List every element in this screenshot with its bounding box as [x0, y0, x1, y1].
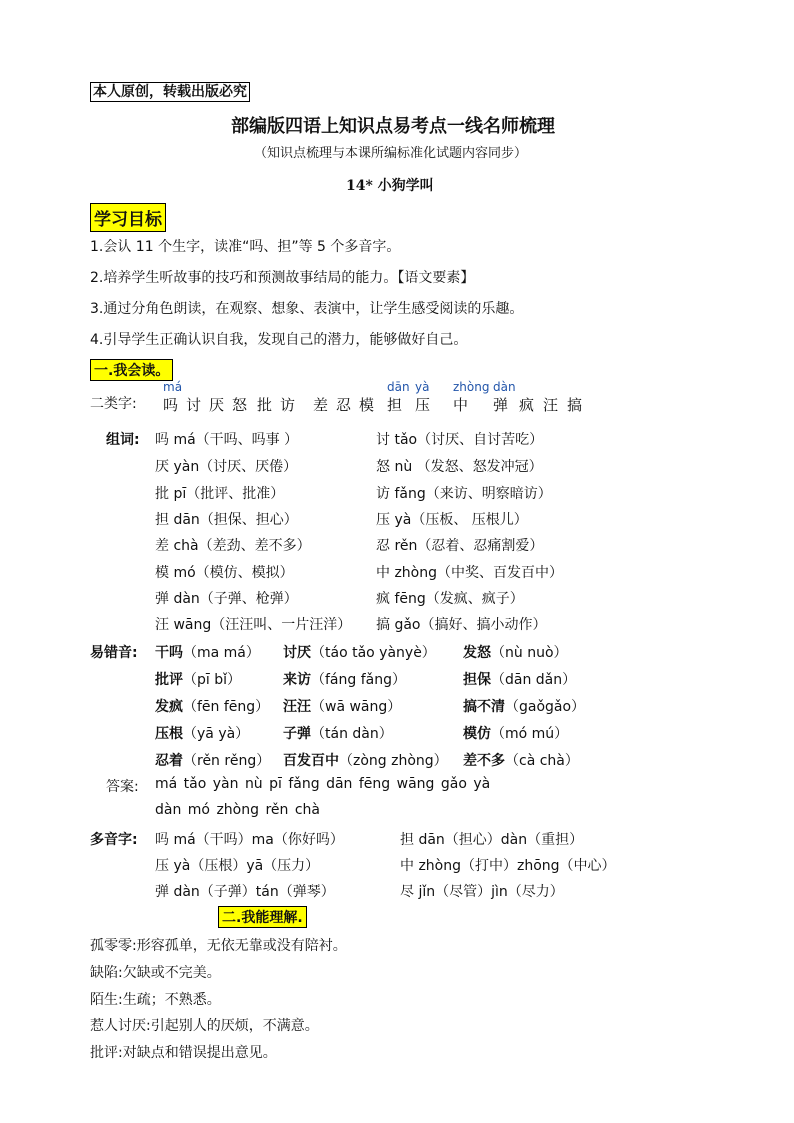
character: 担 — [387, 396, 403, 414]
pinyin-annotation — [336, 380, 351, 394]
error-pinyin-options: （gaǒgǎo） — [505, 699, 586, 715]
character: 弹 — [493, 396, 509, 414]
error-pinyin-options: （fáng fǎng） — [311, 672, 406, 688]
words-label: 组词: — [106, 432, 140, 448]
character: 差 — [313, 396, 329, 414]
section1-heading: 一.我会读。 — [90, 359, 173, 381]
pinyin-annotation — [280, 380, 295, 394]
answer-line: má tǎo yàn nù pī fǎng dān fēng wāng gǎo yà — [155, 776, 491, 792]
word-item: 压 yà（压板、 压根儿） — [376, 512, 528, 528]
pinyin-annotation — [567, 380, 582, 394]
error-word: 搞不清 — [463, 699, 505, 715]
character: 吗 — [163, 396, 179, 414]
character: 访 — [280, 396, 296, 414]
definition-item: 惹人讨厌:引起别人的厌烦，不满意。 — [90, 1018, 319, 1034]
errors-label: 易错音: — [90, 645, 138, 661]
character-item — [186, 380, 201, 415]
word-item: 担 dān（担保、担心） — [155, 512, 298, 528]
page-subtitle: （知识点梳理与本课所编标准化试题内容同步） — [254, 146, 528, 161]
character-item — [280, 380, 295, 415]
character: 压 — [415, 396, 431, 414]
character-item — [163, 380, 182, 415]
answer-line: dàn mó zhòng rěn chà — [155, 802, 320, 818]
word-item: 吗 má（干吗、吗事 ） — [155, 432, 299, 448]
error-pinyin-options: （yā yà） — [183, 726, 250, 742]
chars-label: 二类字: — [90, 396, 137, 412]
error-pronunciation-item — [155, 642, 260, 662]
error-pronunciation-item — [155, 669, 241, 689]
character-item — [257, 380, 272, 415]
polyphone-item: 尽 jǐn（尽管）jìn（尽力） — [400, 884, 564, 900]
error-word: 百发百中 — [283, 753, 339, 769]
error-pinyin-options: （wā wāng） — [311, 699, 402, 715]
word-item: 搞 gǎo（搞好、搞小动作） — [376, 617, 547, 633]
error-pronunciation-item — [155, 696, 269, 716]
character-item — [543, 380, 558, 415]
error-word: 来访 — [283, 672, 311, 688]
error-pinyin-options: （dān dǎn） — [491, 672, 577, 688]
polyphone-item: 弹 dàn（子弹）tán（弹琴） — [155, 884, 335, 900]
character-item — [336, 380, 351, 415]
error-pronunciation-item — [283, 723, 393, 743]
definition-item: 缺陷:欠缺或不完美。 — [90, 965, 221, 981]
word-item: 访 fǎng（来访、明察暗访） — [376, 486, 552, 502]
pinyin-annotation — [313, 380, 328, 394]
objective-item: 4.引导学生正确认识自我，发现自己的潜力，能够做好自己。 — [90, 332, 468, 348]
word-item: 中 zhòng（中奖、百发百中） — [376, 565, 563, 581]
character-item — [209, 380, 224, 415]
error-word: 担保 — [463, 672, 491, 688]
error-pinyin-options: （mó mú） — [491, 726, 569, 742]
pinyin-annotation — [359, 380, 374, 394]
word-item: 讨 tǎo（讨厌、自讨苦吃） — [376, 432, 544, 448]
error-pinyin-options: （tán dàn） — [311, 726, 393, 742]
word-item: 弹 dàn（子弹、枪弹） — [155, 591, 298, 607]
error-pronunciation-item — [463, 642, 568, 662]
word-item: 疯 fēng（发疯、疯子） — [376, 591, 524, 607]
polyphone-item: 中 zhòng（打中）zhōng（中心） — [400, 858, 616, 874]
character: 疯 — [519, 396, 535, 414]
error-word: 批评 — [155, 672, 183, 688]
pinyin-annotation: zhòng — [453, 380, 490, 394]
error-word: 发疯 — [155, 699, 183, 715]
word-item: 差 chà（差劲、差不多） — [155, 538, 311, 554]
error-word: 忍着 — [155, 753, 183, 769]
pinyin-annotation — [519, 380, 534, 394]
word-item: 忍 rěn（忍着、忍痛割爱） — [376, 538, 544, 554]
character: 汪 — [543, 396, 559, 414]
word-item: 厌 yàn（讨厌、厌倦） — [155, 459, 298, 475]
error-pinyin-options: （táo tǎo yànyè） — [311, 645, 436, 661]
error-pinyin-options: （pī bǐ） — [183, 672, 242, 688]
error-pronunciation-item — [155, 723, 249, 743]
character-item — [453, 380, 489, 415]
character: 批 — [257, 396, 273, 414]
objective-item: 2.培养学生听故事的技巧和预测故事结局的能力。【语文要素】 — [90, 270, 475, 286]
error-pronunciations — [155, 640, 655, 775]
character-item — [359, 380, 374, 415]
error-pinyin-options: （cà chà） — [505, 753, 579, 769]
character-item — [415, 380, 430, 415]
answer-label: 答案: — [106, 779, 139, 795]
definition-item: 孤零零:形容孤单，无依无靠或没有陪衬。 — [90, 938, 347, 954]
pinyin-annotation — [209, 380, 224, 394]
character-item — [567, 380, 582, 415]
character-item — [232, 380, 247, 415]
error-pronunciation-item — [283, 642, 436, 662]
pinyin-annotation: dàn — [493, 380, 516, 394]
error-word: 模仿 — [463, 726, 491, 742]
pinyin-annotation — [543, 380, 558, 394]
error-word: 讨厌 — [283, 645, 311, 661]
pinyin-annotation — [232, 380, 247, 394]
word-item: 汪 wāng（汪汪叫、一片汪洋） — [155, 617, 352, 633]
error-pinyin-options: （fēn fēng） — [183, 699, 270, 715]
character-list — [163, 380, 603, 416]
character: 模 — [359, 396, 375, 414]
error-word: 压根 — [155, 726, 183, 742]
error-pinyin-options: （ma má） — [183, 645, 260, 661]
objective-item: 1.会认 11 个生字，读准“吗、担”等 5 个多音字。 — [90, 239, 401, 255]
section2-heading: 二.我能理解. — [218, 906, 307, 928]
character: 厌 — [209, 396, 225, 414]
objective-item: 3.通过分角色朗读，在观察、想象、表演中，让学生感受阅读的乐趣。 — [90, 301, 524, 317]
pinyin-annotation: yà — [415, 380, 430, 394]
error-word: 发怒 — [463, 645, 491, 661]
pinyin-annotation: má — [163, 380, 183, 394]
character: 忍 — [336, 396, 352, 414]
error-pronunciation-item — [283, 750, 448, 770]
error-word: 差不多 — [463, 753, 505, 769]
polyphone-item: 吗 má（干吗）ma（你好吗） — [155, 832, 344, 848]
objectives-heading: 学习目标 — [90, 203, 166, 232]
character-item — [493, 380, 516, 415]
word-item: 模 mó（模仿、模拟） — [155, 565, 294, 581]
pinyin-annotation — [257, 380, 272, 394]
error-pinyin-options: （zòng zhòng） — [339, 753, 448, 769]
error-pinyin-options: （rěn rěng） — [183, 753, 271, 769]
error-pronunciation-item — [463, 723, 568, 743]
character: 搞 — [567, 396, 583, 414]
character-item — [313, 380, 328, 415]
character: 怒 — [232, 396, 248, 414]
copyright-box: 本人原创，转载出版必究 — [90, 82, 250, 102]
definition-item: 陌生:生疏；不熟悉。 — [90, 992, 221, 1008]
character-item — [387, 380, 410, 415]
polyphone-item: 担 dān（担心）dàn（重担） — [400, 832, 584, 848]
error-pronunciation-item — [463, 696, 585, 716]
error-word: 汪汪 — [283, 699, 311, 715]
polyphone-item: 压 yà（压根）yā（压力） — [155, 858, 320, 874]
polyphone-label: 多音字: — [90, 832, 138, 848]
error-word: 子弹 — [283, 726, 311, 742]
error-word: 干吗 — [155, 645, 183, 661]
page-title: 部编版四语上知识点易考点一线名师梳理 — [231, 116, 555, 137]
definition-item: 批评:对缺点和错误提出意见。 — [90, 1045, 277, 1061]
character: 讨 — [186, 396, 202, 414]
character-item — [519, 380, 534, 415]
pinyin-annotation: dān — [387, 380, 410, 394]
lesson-title: 14* 小狗学叫 — [346, 178, 434, 194]
error-pronunciation-item — [463, 669, 576, 689]
error-pronunciation-item — [155, 750, 270, 770]
pinyin-annotation — [186, 380, 201, 394]
character: 中 — [453, 396, 469, 414]
error-pinyin-options: （nù nuò） — [491, 645, 568, 661]
word-item: 批 pī（批评、批准） — [155, 486, 285, 502]
error-pronunciation-item — [283, 696, 401, 716]
word-item: 怒 nù （发怒、怒发冲冠） — [376, 459, 543, 475]
error-pronunciation-item — [463, 750, 579, 770]
error-pronunciation-item — [283, 669, 406, 689]
